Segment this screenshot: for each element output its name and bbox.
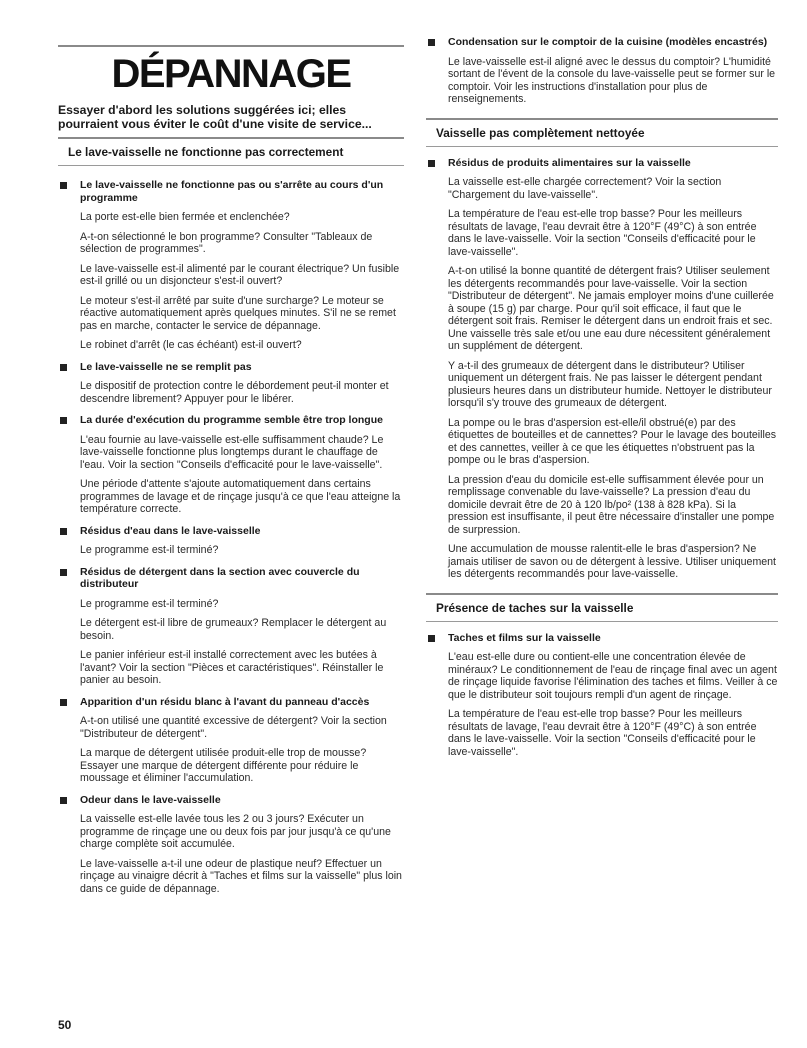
paragraph: Le lave-vaisselle est-il aligné avec le dessus du comptoir? L'humidité sortant de l'évent de la console du lave-vaisselle peut se former sur le comptoir. Voir les instructions d'installation pour plus de renseignements. [448,55,776,105]
paragraph: A-t-on utilisé une quantité excessive de détergent? Voir la section "Distributeur de détergent". [80,715,387,740]
left-column [58,137,404,895]
square-bullet-icon [60,417,67,424]
square-bullet-icon [60,364,67,371]
paragraph: Le programme est-il terminé? [80,544,219,556]
item-title: Apparition d'un résidu blanc à l'avant du panneau d'accès [58,696,404,709]
paragraph: Le détergent est-il libre de grumeaux? Remplacer le détergent au besoin. [80,617,387,642]
paragraph: Le robinet d'arrêt (le cas échéant) est-il ouvert? [80,339,302,351]
square-bullet-icon [60,797,67,804]
paragraph: Une accumulation de mousse ralentit-elle le bras d'aspersion? Ne jamais utiliser de savon ou de détergent à lessive. Utiliser uniquement les détergents recommandés pour lave-vaisselle. [448,543,776,580]
paragraph: Le programme est-il terminé? [80,597,219,610]
item-title: La durée d'exécution du programme semble être trop longue [58,414,404,427]
paragraph: Le dispositif de protection contre le débordement peut-il monter et descendre librement? Appuyer pour le libérer. [80,380,389,405]
spots-paragraphs [426,651,778,758]
not-clean-paragraphs [426,176,778,581]
item-title: Résidus de détergent dans la section avec couvercle du distributeur [58,566,404,591]
square-bullet-icon [60,528,67,535]
paragraph: A-t-on sélectionné le bon programme? Consulter "Tableaux de sélection de programmes". [80,230,373,255]
paragraph: La température de l'eau est-elle trop basse? Pour les meilleurs résultats de lavage, l'eau devrait être à 120°F (49°C) à son entrée dans le lave-vaisselle. Voir la section "Conseils d'efficacité pour le lave-vaisselle". [448,208,757,258]
paragraph: Une période d'attente s'ajoute automatiquement dans certains programmes de lavage et de rinçage jusqu'à ce que l'eau atteigne la température correcte. [80,478,401,515]
paragraph: Le lave-vaisselle est-il alimenté par le courant électrique? Un fusible est-il grillé ou un disjoncteur s'est-il ouvert? [80,262,400,287]
item-title: Le lave-vaisselle ne se remplit pas [58,361,404,374]
paragraph: La pompe ou le bras d'aspersion est-elle/il obstrué(e) par des étiquettes de bouteilles et de cannettes? Pour le lavage des bouteilles et des cannettes, veiller à ce que les étiquettes n'obstruent pas la pompe ou le bras d'aspersion. [448,416,777,466]
paragraph: La pression d'eau du domicile est-elle suffisamment élevée pour un remplissage convenable du lave-vaisselle? La pression d'eau du domicile devrait être de 20 à 120 lb/po² (138 à 828 kPa). Si la pression est insuffisante, il peut être nécessaire d'installer une pompe de surpression. [448,473,775,536]
paragraph: Le lave-vaisselle a-t-il une odeur de plastique neuf? Effectuer un rinçage au vinaigre décrit à "Taches et films sur la vaisselle" plus loin dans ce guide de dépannage. [80,857,402,895]
paragraph: A-t-on utilisé la bonne quantité de détergent frais? Utiliser seulement les détergents recommandés pour lave-vaisselle. Voir la section "Distributeur de détergent". Ne jamais employer moins d'une cuillerée à soupe (15 g) par charge. Pour qu'il soit efficace, il faut que le détergent soit frais. Remiser le détergent dans un endroit frais et sec. Une vaisselle très sale et/ou une eau dure nécessitent généralement un supplément de détergent. [448,265,774,352]
item-title: Condensation sur le comptoir de la cuisine (modèles encastrés) [426,36,778,49]
paragraph: La porte est-elle bien fermée et enclenchée? [80,211,290,223]
page-number: 50 [58,1018,72,1032]
item-title: Résidus de produits alimentaires sur la vaisselle [426,157,778,170]
paragraph: La vaisselle est-elle lavée tous les 2 ou 3 jours? Exécuter un programme de rinçage une ou deux fois par jour jusqu'à ce qu'une charge complète soit accumulée. [80,813,391,850]
square-bullet-icon [428,39,435,46]
paragraph: La vaisselle est-elle chargée correctement? Voir la section "Chargement du lave-vaisselle". [448,176,722,201]
paragraph: Le moteur s'est-il arrêté par suite d'une surcharge? Le moteur se réactive automatiquement après quelques minutes. S'il ne se remet pas en marche, contacter le service de dépannage. [80,294,396,332]
paragraph: L'eau fournie au lave-vaisselle est-elle suffisamment chaude? Le lave-vaisselle fonctionne plus longtemps durant le chauffage de l'eau. Voir la section "Conseils d'efficacité pour le lave-vaisselle". [80,433,384,471]
square-bullet-icon [428,635,435,642]
square-bullet-icon [60,182,67,189]
left-items [58,179,404,895]
intro-text: Essayer d'abord les solutions suggérées ici; elles pourraient vous éviter le coût d'une visite de service... [58,103,372,131]
right-column [426,36,778,758]
section-header-not-working: Le lave-vaisselle ne fonctionne pas correctement [58,137,404,166]
paragraph: La température de l'eau est-elle trop basse? Pour les meilleurs résultats de lavage, l'eau devrait être à 120°F (49°C) à son entrée dans le lave-vaisselle. Voir la section "Conseils d'efficacité pour le lave-vaisselle". [448,708,757,758]
item-title: Le lave-vaisselle ne fonctionne pas ou s'arrête au cours d'un programme [58,179,404,204]
paragraph: Le panier inférieur est-il installé correctement avec les butées à l'avant? Voir la section "Pièces et caractéristiques". Réinstaller le panier au besoin. [80,649,384,686]
item-title: Odeur dans le lave-vaisselle [58,794,404,807]
condensation-paragraphs [426,56,778,106]
page-title: DÉPANNAGE [111,52,351,96]
section-header-not-clean: Vaisselle pas complètement nettoyée [426,118,778,147]
paragraph: L'eau est-elle dure ou contient-elle une concentration élevée de minéraux? Le conditionnement de l'eau de rinçage final avec un agent de rinçage liquide favorise l'élimination des taches et films. Veiller à ce que le distributeur soit toujours rempli d'un agent de rinçage. [448,651,778,701]
paragraph: Y a-t-il des grumeaux de détergent dans le distributeur? Utiliser uniquement un détergent frais. Ne pas laisser le détergent pendant plusieurs heures dans un distributeur humide. Nettoyer le distributeur lorsqu'il s'y trouve des grumeaux de détergent. [448,359,772,409]
paragraph: La marque de détergent utilisée produit-elle trop de mousse? Essayer une marque de détergent différente pour réduire le moussage et éliminer l'accumulation. [80,747,367,784]
item-title: Taches et films sur la vaisselle [426,632,778,645]
square-bullet-icon [60,699,67,706]
item-title: Résidus d'eau dans le lave-vaisselle [58,525,404,538]
square-bullet-icon [428,160,435,167]
top-rule [58,45,404,47]
square-bullet-icon [60,569,67,576]
section-header-spots: Présence de taches sur la vaisselle [426,593,778,622]
